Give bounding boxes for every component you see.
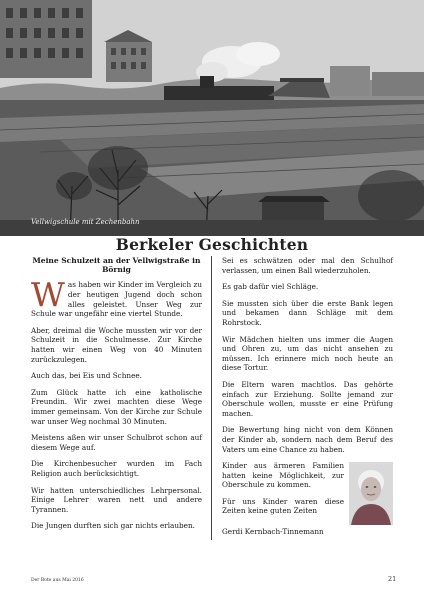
article-title: Berkeler Geschichten (115, 235, 309, 254)
paragraph (31, 275, 202, 319)
paragraph: Die Eltern waren machtlos. Das gehörte einfach zur Erziehung. Sollte jemand zur Oberschule wollen, musste er eine Prüfung machen. (222, 379, 393, 418)
footer-publication: Der Bote aus Mai 2016 (31, 578, 84, 583)
paragraph: Wir Mädchen hielten uns immer die Augen und Ohren zu, um das nicht ansehen zu müssen. Ich erinnere mich noch heute an diese Tortur. (222, 334, 393, 373)
paragraph: Die Jungen durften sich gar nichts erlauben. (31, 521, 195, 531)
paragraph-text: as haben wir Kinder im Vergleich zu der heutigen Jugend doch schon alles geleistet. Unser Weg zur Schule war ungefähr eine viertel Stunde. (31, 280, 202, 319)
author-portrait (349, 462, 393, 525)
paragraph: Sie mussten sich über die erste Bank legen und bekamen dann Schläge mit dem Rohrstock. (222, 298, 393, 327)
paragraph: Wir hatten unterschiedliches Lehrpersonal. Einige Lehrer waren nett und andere Tyrannen. (31, 485, 202, 514)
left-column (31, 256, 202, 538)
author-signature: Gerdi Kernbach-Tinnemann (222, 527, 324, 537)
paragraph: Kinder aus ärmeren Familien hatten keine Möglichkeit, zur Oberschule zu kommen. (222, 461, 344, 490)
author-portrait-drawing (349, 462, 393, 525)
paragraph: Zum Glück hatte ich eine katholische Freundin. Wir zwei machten diese Wege immer gemeinsam. Von der Kirche zur Schule war unser Weg nochmal 30 Minuten. (31, 387, 202, 426)
header-photo (0, 0, 424, 236)
paragraph: Die Kirchenbesucher wurden im Fach Religion auch berücksichtigt. (31, 459, 202, 478)
page-number: 21 (388, 575, 397, 583)
column-divider (211, 256, 212, 540)
paragraph: Die Bewertung hing nicht von dem Können der Kinder ab, sondern nach dem Beruf des Vaters um eine Chance zu haben. (222, 425, 393, 454)
paragraph: Es gab dafür viel Schläge. (222, 282, 319, 292)
dropcap: W (31, 275, 65, 315)
paragraph: Aber, dreimal die Woche mussten wir vor der Schulzeit in die Schulmesse. Zur Kirche hatten wir einen Weg von 40 Minuten zurückzulegen. (31, 325, 202, 364)
paragraph: Meistens aßen wir unser Schulbrot schon auf diesem Wege auf. (31, 433, 202, 452)
article-subtitle: Meine Schulzeit an der Vellwigstraße in Börnig (32, 256, 201, 275)
photo-caption: Vellwigschule mit Zechenbahn (31, 218, 140, 226)
right-column (222, 256, 393, 544)
paragraph: Für uns Kinder waren diese Zeiten keine guten Zeiten (222, 496, 344, 516)
paragraph: Sei es schwätzen oder mal den Schulhof verlassen, um einen Ball wiederzuholen. (222, 256, 393, 275)
header-photo-drawing (0, 0, 424, 236)
paragraph: Auch das, bei Eis und Schnee. (31, 371, 142, 381)
